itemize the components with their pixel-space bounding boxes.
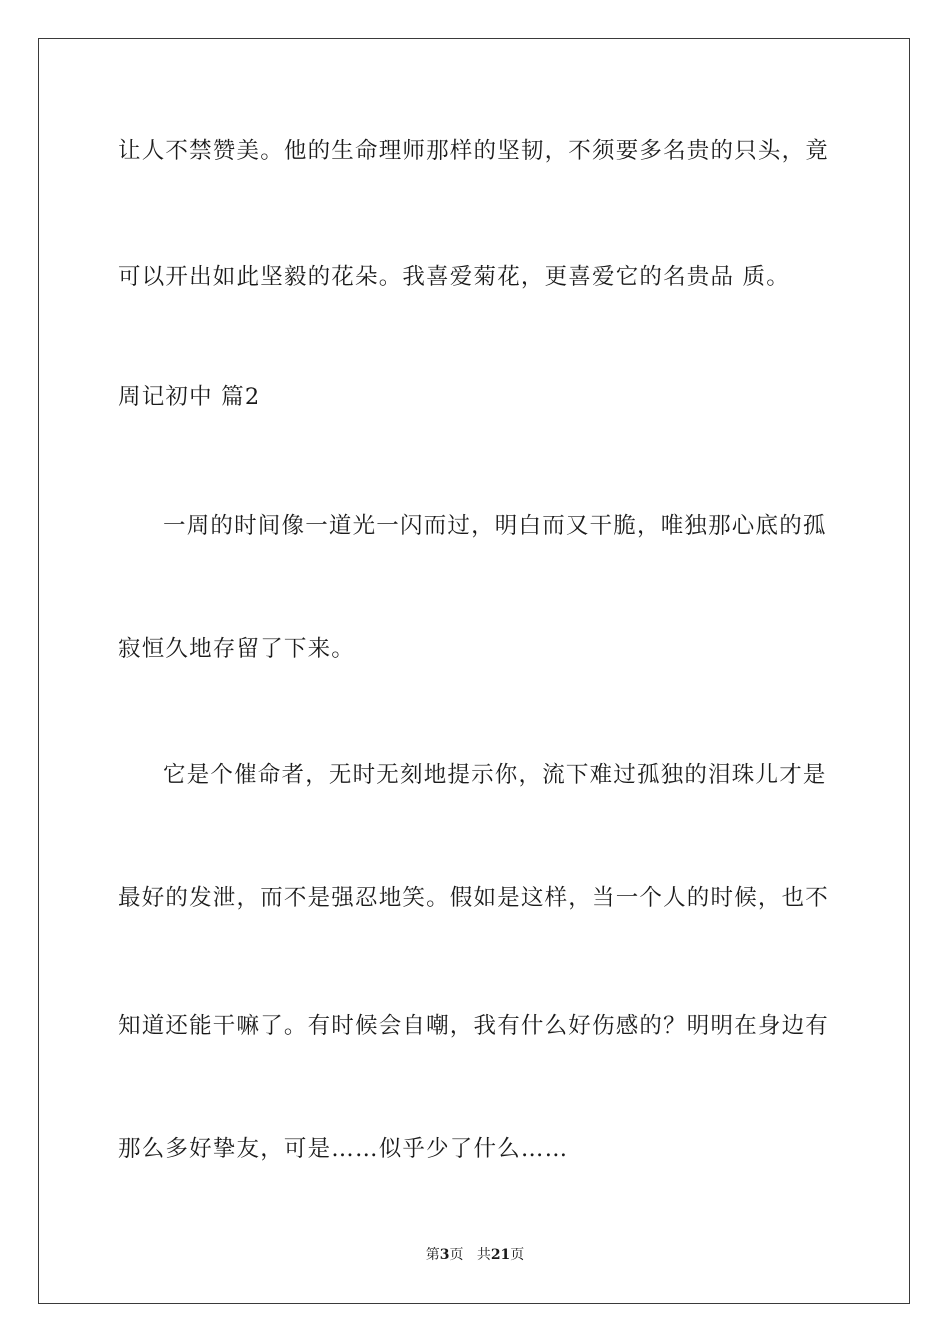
paragraph-line-3: 它是个催命者，无时无刻地提示你，流下难过孤独的泪珠儿才是 (163, 762, 827, 788)
total-pages: 21 (490, 1247, 511, 1263)
body-text-line-2: 可以开出如此坚毅的花朵。我喜爱菊花，更喜爱它的名贵品 质。 (118, 264, 790, 290)
paragraph-line-5: 知道还能干嘛了。有时候会自嘲，我有什么好伤感的？明明在身边有 (118, 1013, 830, 1039)
page-suffix: 页 (449, 1247, 464, 1263)
total-prefix: 共 (476, 1247, 491, 1263)
page-number: 3 (439, 1247, 450, 1263)
page-footer (0, 1245, 950, 1265)
page-border (38, 38, 910, 1304)
paragraph-line-1: 一周的时间像一道光一闪而过，明白而又干脆，唯独那心底的孤 (163, 513, 827, 539)
total-suffix: 页 (510, 1247, 525, 1263)
paragraph-line-6: 那么多好挚友，可是……似乎少了什么…… (118, 1136, 569, 1162)
body-text-line-1: 让人不禁赞美。他的生命理师那样的坚韧，不须要多名贵的只头，竟 (118, 138, 830, 164)
section-heading: 周记初中 篇2 (118, 384, 261, 410)
page-prefix: 第 (425, 1247, 440, 1263)
paragraph-line-4: 最好的发泄，而不是强忍地笑。假如是这样，当一个人的时候，也不 (118, 885, 830, 911)
paragraph-line-2: 寂恒久地存留了下来。 (118, 636, 356, 662)
